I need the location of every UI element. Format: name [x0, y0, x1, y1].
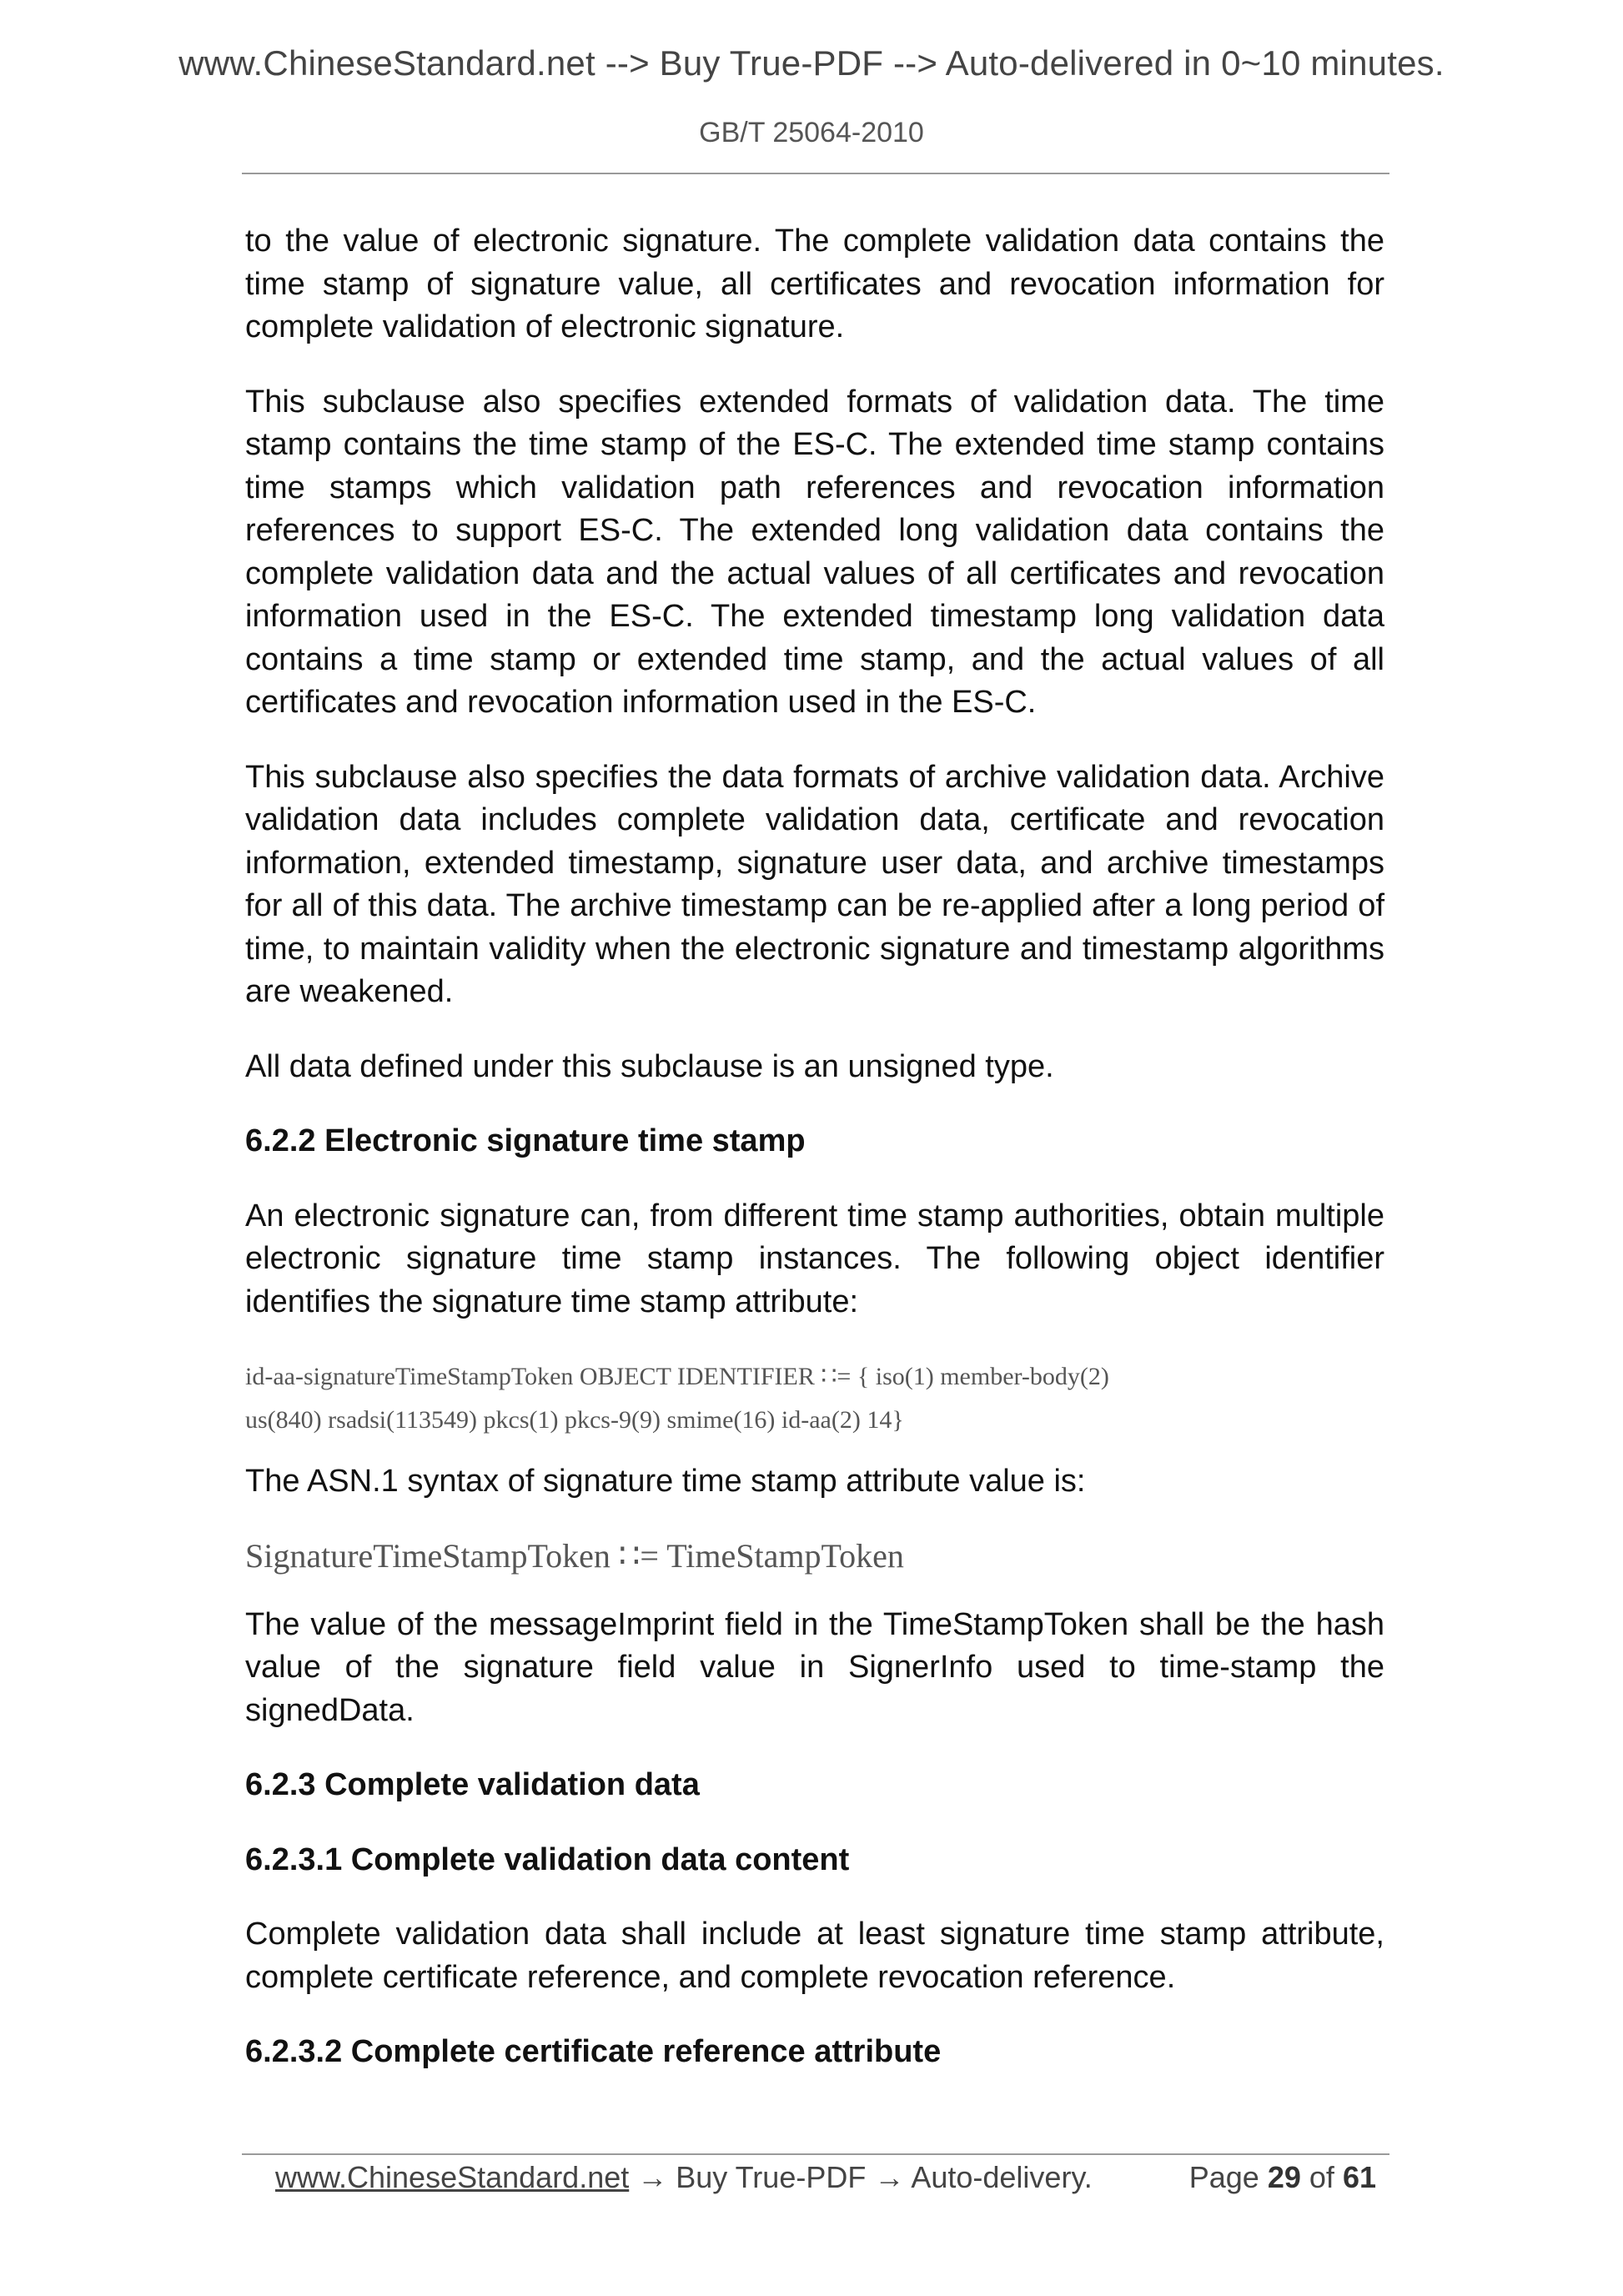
paragraph-timestamp-instances: An electronic signature can, from different time stamp authorities, obtain multiple electronic signature time stamp instances. The following object identifier identifies the signature time stamp attribute:: [245, 1198, 1384, 1319]
footer-divider: [242, 2153, 1389, 2155]
total-pages-number: 61: [1342, 2160, 1376, 2194]
asn-oid-line-2: us(840) rsadsi(113549) pkcs(1) pkcs-9(9) smime(16) id-aa(2) 14}: [245, 1406, 904, 1434]
paragraph-validation-data: to the value of electronic signature. The complete validation data contains the time stamp of signature value, all certificates and revocation information for complete validation of electronic signature.: [245, 224, 1384, 344]
header-divider: [242, 173, 1389, 174]
page-footer: [275, 2160, 1384, 2195]
of-label: of: [1309, 2160, 1334, 2194]
section-heading-6-2-3-2: 6.2.3.2 Complete certificate reference attribute: [245, 2034, 942, 2069]
paragraph-message-imprint: The value of the messageImprint field in the TimeStampToken shall be the hash value of the signature field value in SignerInfo used to time-stamp the signedData.: [245, 1606, 1384, 1728]
footer-site-link[interactable]: www.ChineseStandard.net: [275, 2160, 630, 2194]
promo-banner: www.ChineseStandard.net --> Buy True-PDF --> Auto-delivered in 0~10 minutes.: [178, 43, 1445, 83]
standard-code: GB/T 25064-2010: [699, 117, 924, 148]
section-heading-6-2-2: 6.2.2 Electronic signature time stamp: [245, 1123, 806, 1158]
section-heading-6-2-3-1: 6.2.3.1 Complete validation data content: [245, 1841, 850, 1877]
paragraph-unsigned-type: All data defined under this subclause is an unsigned type.: [245, 1048, 1054, 1084]
current-page-number: 29: [1267, 2160, 1301, 2194]
asn-syntax-definition: SignatureTimeStampToken ∷= TimeStampToken: [245, 1536, 904, 1575]
asn-oid-line-1: id-aa-signatureTimeStampToken OBJECT IDENTIFIER ∷= { iso(1) member-body(2): [245, 1363, 1109, 1390]
page-label: Page: [1188, 2160, 1259, 2194]
paragraph-asn-syntax-intro: The ASN.1 syntax of signature time stamp attribute value is:: [245, 1464, 1086, 1499]
asn-oid-definition: [245, 1355, 1384, 1442]
document-body: [245, 220, 1384, 2106]
page-indicator: [1189, 2160, 1376, 2195]
paragraph-extended-formats: This subclause also specifies extended formats of validation data. The time stamp contains the time stamp of the ES-C. The extended time stamp contains time stamps which validation path references and revocation information references to support ES-C. The extended long validation data contains the complete validation data and the actual values of all certificates and revocation information used in the ES-C. The extended timestamp long validation data contains a time stamp or extended time stamp, and the actual values of all certificates and revocation information used in the ES-C.: [245, 384, 1384, 720]
paragraph-archive-data: This subclause also specifies the data formats of archive validation data. Archive validation data includes complete validation data, certificate and revocation information, extended timestamp, signature user data, and archive timestamps for all of this data. The archive timestamp can be re-applied after a long period of time, to maintain validity when the electronic signature and timestamp algorithms are weakened.: [245, 759, 1384, 1009]
section-heading-6-2-3: 6.2.3 Complete validation data: [245, 1767, 700, 1802]
paragraph-complete-validation-content: Complete validation data shall include at least signature time stamp attribute, complete certificate reference, and complete revocation reference.: [245, 1917, 1384, 1995]
footer-delivery-text: → Buy True-PDF → Auto-delivery.: [637, 2160, 1093, 2194]
